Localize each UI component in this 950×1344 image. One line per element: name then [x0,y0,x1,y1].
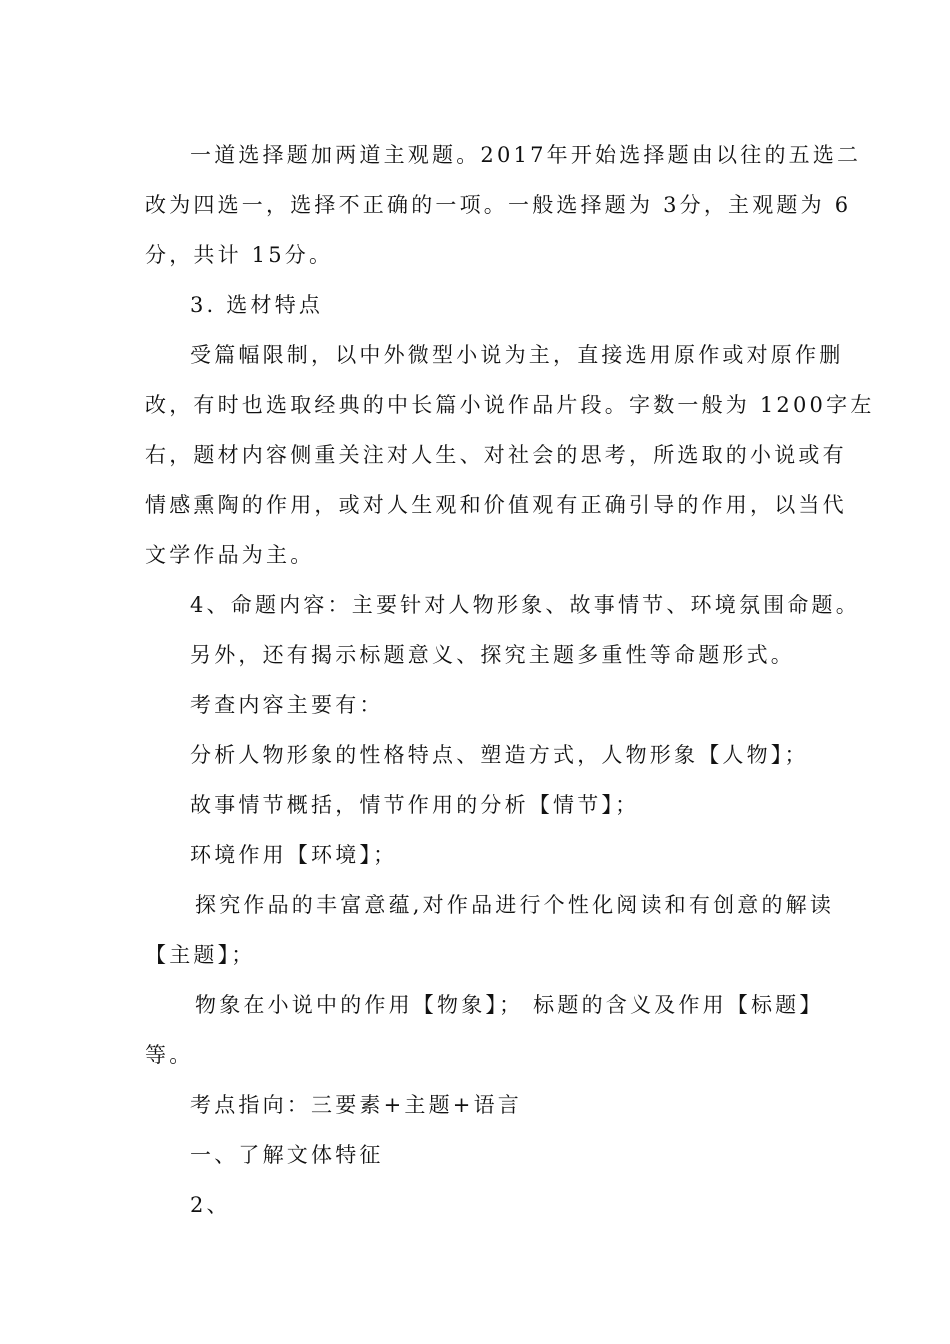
paragraph-line-5: 受篇幅限制，以中外微型小说为主，直接选用原作或对原作删 [190,343,844,367]
paragraph-line-2: 改为四选一，选择不正确的一项。一般选择题为 3分，主观题为 6 [145,193,852,217]
paragraph-line-1: 一道选择题加两道主观题。2017年开始选择题由以往的五选二 [190,143,862,167]
section-heading-3: 3. 选材特点 [190,293,324,317]
section-heading-2: 2、 [190,1193,231,1217]
section-heading-4: 4、命题内容：主要针对人物形象、故事情节、环境氛围命题。 [190,593,860,617]
paragraph-line-6: 改，有时也选取经典的中长篇小说作品片段。字数一般为 1200字左 [145,393,875,417]
paragraph-line-3: 分，共计 15分。 [145,243,334,267]
list-item-theme-cont: 【主题】； [145,943,256,967]
list-item-object: 物象在小说中的作用【物象】； 标题的含义及作用【标题】 [195,993,824,1017]
list-item-plot: 故事情节概括，情节作用的分析【情节】； [190,793,640,817]
list-item-object-cont: 等。 [145,1043,194,1067]
paragraph-line-8: 情感熏陶的作用，或对人生观和价值观有正确引导的作用，以当代 [145,493,847,517]
list-item-environment: 环境作用【环境】； [190,843,398,867]
list-item-theme: 探究作品的丰富意蕴,对作品进行个性化阅读和有创意的解读 [195,893,835,917]
paragraph-line-7: 右，题材内容侧重关注对人生、对社会的思考，所选取的小说或有 [145,443,847,467]
paragraph-line-12: 考查内容主要有： [190,693,384,717]
paragraph-line-11: 另外，还有揭示标题意义、探究主题多重性等命题形式。 [190,643,795,667]
paragraph-line-20: 考点指向：三要素+主题+语言 [190,1093,522,1117]
list-item-character: 分析人物形象的性格特点、塑造方式，人物形象【人物】； [190,743,809,767]
paragraph-line-9: 文学作品为主。 [145,543,315,567]
section-heading-one: 一、了解文体特征 [190,1143,384,1167]
